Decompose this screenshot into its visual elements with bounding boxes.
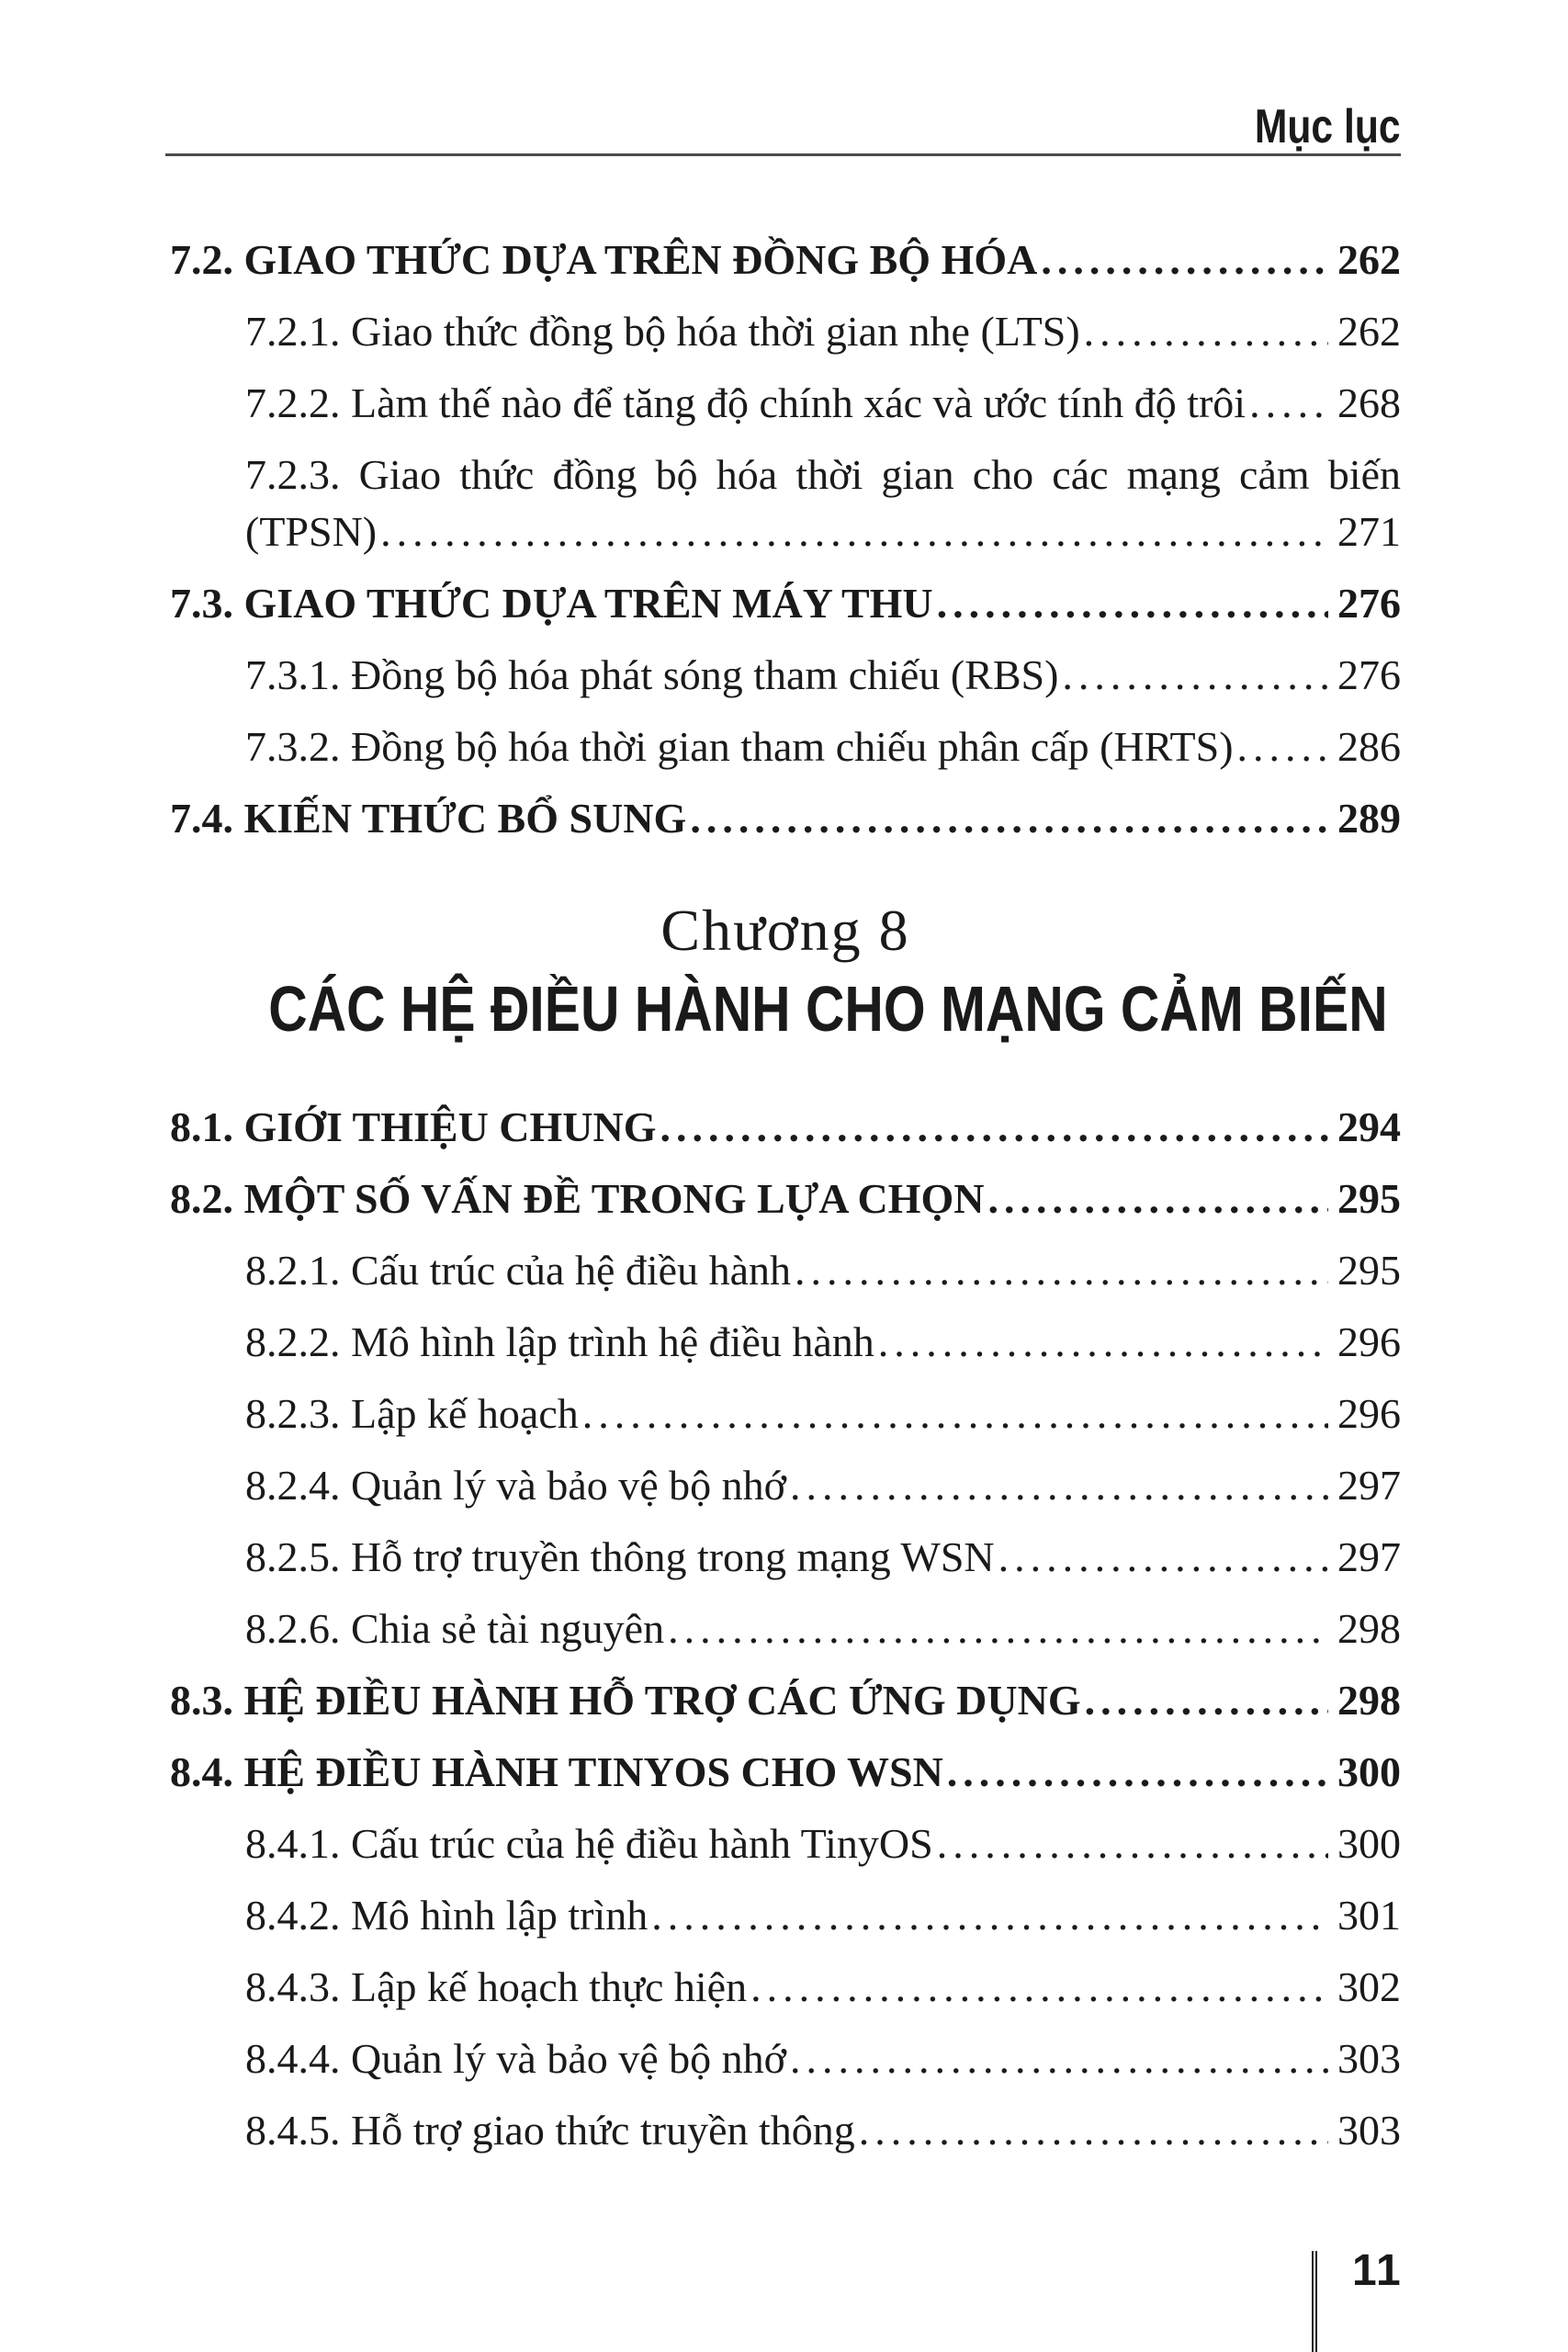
toc-page-number: 295 — [1337, 1247, 1401, 1294]
toc-line — [245, 1314, 1401, 1371]
toc-page-number: 300 — [1337, 1820, 1401, 1867]
toc-entry-title: 8.4.5. Hỗ trợ giao thức truyền thông — [245, 2107, 855, 2154]
toc-page-number: 294 — [1337, 1103, 1401, 1150]
dot-leader — [668, 1600, 1328, 1657]
page-header-title: Mục lục — [1255, 100, 1401, 153]
footer-page-number: 11 — [1352, 2246, 1403, 2295]
toc-entry-title: 7.3. GIAO THỨC DỰA TRÊN MÁY THU — [170, 580, 933, 627]
toc-entry-title: 7.3.2. Đồng bộ hóa thời gian tham chiếu phân cấp (HRTS) — [245, 723, 1234, 770]
dot-leader — [790, 2030, 1328, 2087]
toc-entry-title: 8.1. GIỚI THIỆU CHUNG — [170, 1103, 657, 1150]
toc-line — [245, 1457, 1401, 1514]
toc-page-number: 289 — [1337, 795, 1401, 842]
toc-page-number: 301 — [1337, 1892, 1401, 1939]
toc-entry — [245, 1529, 1401, 1586]
toc-entry — [170, 232, 1401, 288]
table-of-contents — [170, 232, 1401, 2174]
toc-entry — [245, 1959, 1401, 2016]
toc-line — [170, 1672, 1401, 1729]
toc-page-number: 297 — [1337, 1533, 1401, 1580]
toc-entry-title: 8.2.4. Quản lý và bảo vệ bộ nhớ — [245, 1462, 786, 1509]
toc-entry-title: 8.4.4. Quản lý và bảo vệ bộ nhớ — [245, 2035, 786, 2082]
toc-entry-title: 8.3. HỆ ĐIỀU HÀNH HỖ TRỢ CÁC ỨNG DỤNG — [170, 1677, 1081, 1724]
toc-entry — [170, 1099, 1401, 1156]
dot-leader — [690, 790, 1328, 847]
toc-entry-title: 8.4. HỆ ĐIỀU HÀNH TINYOS CHO WSN — [170, 1748, 943, 1795]
toc-entry — [245, 2102, 1401, 2159]
toc-page-number: 296 — [1337, 1390, 1401, 1437]
toc-entry — [245, 647, 1401, 704]
toc-page-number: 298 — [1337, 1605, 1401, 1652]
toc-entry-title: 8.2.5. Hỗ trợ truyền thông trong mạng WSN — [245, 1533, 995, 1580]
footer-divider-line — [1312, 2251, 1317, 2352]
toc-page-number: 268 — [1337, 379, 1401, 426]
toc-entry — [245, 447, 1401, 560]
toc-page-number: 303 — [1337, 2035, 1401, 2082]
toc-entry — [245, 1887, 1401, 1944]
toc-entry — [170, 790, 1401, 847]
toc-line — [170, 1099, 1401, 1156]
toc-line — [245, 1887, 1401, 1944]
toc-section-chapter-7 — [170, 232, 1401, 847]
toc-page-number: 286 — [1337, 723, 1401, 770]
toc-entry-title: 8.4.3. Lập kế hoạch thực hiện — [245, 1963, 748, 2010]
toc-line — [245, 503, 1401, 560]
toc-page-number: 262 — [1337, 308, 1401, 355]
toc-line — [245, 1959, 1401, 2016]
toc-line — [170, 575, 1401, 632]
dot-leader — [651, 1887, 1328, 1944]
toc-line — [245, 303, 1401, 360]
toc-entry — [245, 375, 1401, 432]
toc-line — [245, 375, 1401, 432]
toc-entry-title: 8.2.6. Chia sẻ tài nguyên — [245, 1605, 665, 1652]
toc-entry — [245, 1600, 1401, 1657]
toc-entry — [245, 2030, 1401, 2087]
toc-line — [245, 1385, 1401, 1442]
toc-line — [245, 1600, 1401, 1657]
dot-leader — [947, 1744, 1328, 1801]
toc-page-number: 303 — [1337, 2107, 1401, 2154]
toc-entry-title: 8.2.3. Lập kế hoạch — [245, 1390, 579, 1437]
toc-entry-title: 8.4.1. Cấu trúc của hệ điều hành TinyOS — [245, 1820, 933, 1867]
toc-entry — [245, 1385, 1401, 1442]
toc-entry — [245, 1314, 1401, 1371]
toc-line: 7.2.3. Giao thức đồng bộ hóa thời gian cho các mạng cảm biến — [245, 451, 1401, 498]
toc-page-number: 271 — [1337, 508, 1401, 555]
toc-entry-title: 8.2.1. Cấu trúc của hệ điều hành — [245, 1247, 791, 1294]
toc-entry-title: 8.2. MỘT SỐ VẤN ĐỀ TRONG LỰA CHỌN — [170, 1175, 985, 1222]
chapter-title-heading: CÁC HỆ ĐIỀU HÀNH CHO MẠNG CẢM BIẾN — [268, 973, 1388, 1045]
toc-entry — [170, 1170, 1401, 1227]
toc-entry — [245, 303, 1401, 360]
toc-entry-title: (TPSN) — [245, 508, 378, 555]
toc-entry — [170, 1744, 1401, 1801]
dot-leader — [937, 1815, 1328, 1872]
dot-leader — [790, 1457, 1328, 1514]
toc-section-chapter-8 — [170, 1099, 1401, 2159]
dot-leader — [795, 1242, 1328, 1299]
toc-line — [245, 718, 1401, 775]
dot-leader — [380, 503, 1328, 560]
dot-leader — [1062, 647, 1328, 704]
toc-line — [245, 647, 1401, 704]
toc-entry-title: 7.2.1. Giao thức đồng bộ hóa thời gian nhẹ (LTS) — [245, 308, 1080, 355]
toc-page-number: 298 — [1337, 1677, 1401, 1724]
toc-page-number: 297 — [1337, 1462, 1401, 1509]
toc-page-number: 276 — [1337, 651, 1401, 698]
dot-leader — [660, 1099, 1328, 1156]
toc-line — [245, 1815, 1401, 1872]
toc-line — [170, 1170, 1401, 1227]
toc-line — [245, 2030, 1401, 2087]
toc-entry-title: 7.4. KIẾN THỨC BỔ SUNG — [170, 795, 687, 842]
toc-entry — [245, 1815, 1401, 1872]
toc-entry-title: 8.2.2. Mô hình lập trình hệ điều hành — [245, 1318, 874, 1365]
toc-page-number: 262 — [1337, 236, 1401, 283]
toc-page-number: 296 — [1337, 1318, 1401, 1365]
toc-line — [245, 1529, 1401, 1586]
dot-leader — [937, 575, 1328, 632]
toc-line — [170, 790, 1401, 847]
toc-entry — [170, 575, 1401, 632]
dot-leader — [750, 1959, 1328, 2016]
toc-line — [245, 2102, 1401, 2159]
dot-leader — [987, 1170, 1328, 1227]
toc-entry-title: 7.2. GIAO THỨC DỰA TRÊN ĐỒNG BỘ HÓA — [170, 236, 1038, 283]
toc-entry — [170, 1672, 1401, 1729]
toc-entry-title: 7.2.2. Làm thế nào để tăng độ chính xác và ước tính độ trôi — [245, 379, 1247, 426]
dot-leader — [1237, 718, 1328, 775]
toc-line — [245, 1242, 1401, 1299]
toc-entry-title: 7.3.1. Đồng bộ hóa phát sóng tham chiếu (RBS) — [245, 651, 1059, 698]
dot-leader — [878, 1314, 1328, 1371]
toc-page-number: 295 — [1337, 1175, 1401, 1222]
toc-page-number: 300 — [1337, 1748, 1401, 1795]
toc-entry — [245, 718, 1401, 775]
toc-page-number: 302 — [1337, 1963, 1401, 2010]
toc-line — [170, 1744, 1401, 1801]
dot-leader — [859, 2102, 1328, 2159]
dot-leader — [998, 1529, 1328, 1586]
dot-leader — [1249, 375, 1328, 432]
dot-leader — [1084, 303, 1328, 360]
chapter-number-heading: Chương 8 — [660, 898, 910, 963]
toc-line — [170, 232, 1401, 288]
dot-leader — [1085, 1672, 1328, 1729]
dot-leader — [1041, 232, 1328, 288]
toc-entry — [245, 1457, 1401, 1514]
toc-entry — [245, 1242, 1401, 1299]
dot-leader — [582, 1385, 1328, 1442]
toc-page-number: 276 — [1337, 580, 1401, 627]
header-rule — [165, 153, 1401, 156]
toc-entry-title: 8.4.2. Mô hình lập trình — [245, 1892, 649, 1939]
